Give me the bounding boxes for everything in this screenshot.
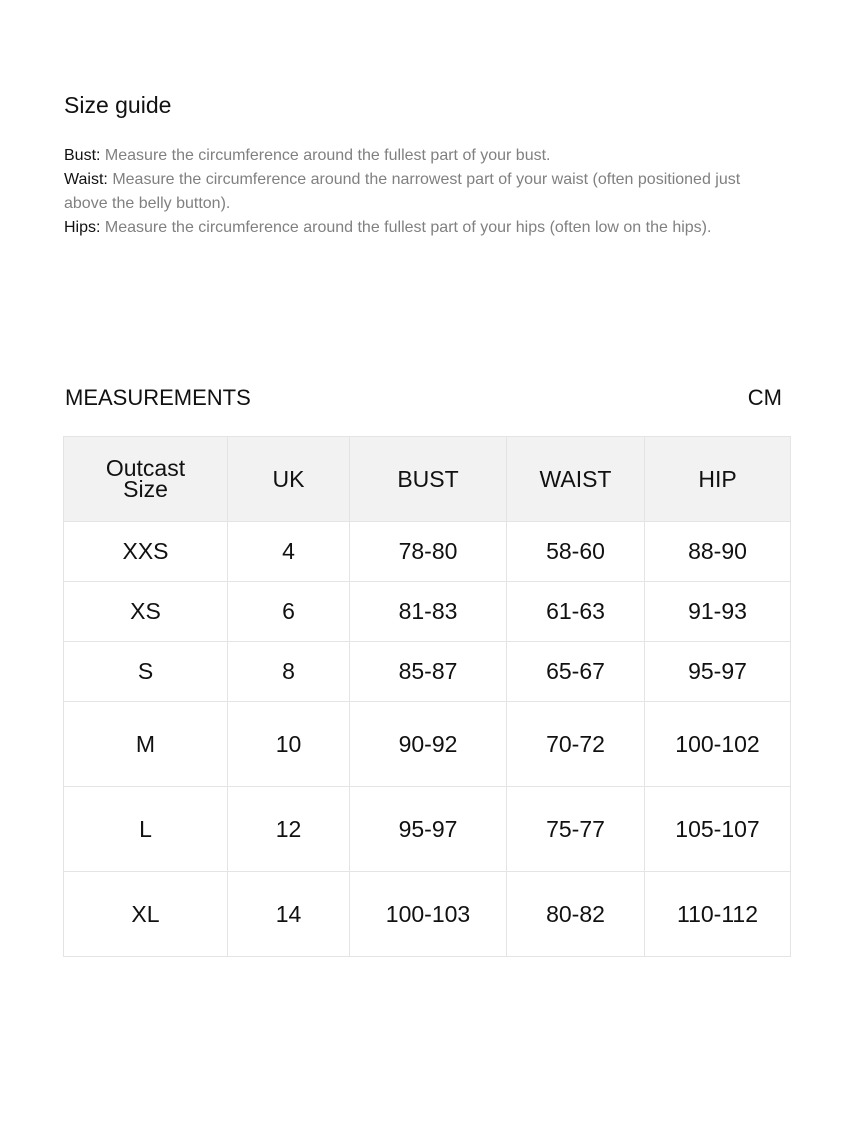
cell-bust: 90-92 xyxy=(350,702,507,787)
guide-hips xyxy=(64,216,784,240)
header-outcast-size: Outcast Size xyxy=(64,437,228,522)
header-waist: WAIST xyxy=(507,437,645,522)
cell-bust: 81-83 xyxy=(350,582,507,642)
guide-term: Hips: xyxy=(64,219,101,236)
cell-waist: 58-60 xyxy=(507,522,645,582)
cell-uk: 4 xyxy=(228,522,350,582)
cell-waist: 70-72 xyxy=(507,702,645,787)
table-row xyxy=(64,642,791,702)
measurement-guide xyxy=(64,144,784,240)
cell-size: XS xyxy=(64,582,228,642)
guide-text: Measure the circumference around the narrowest part of your waist (often positioned just above the belly button). xyxy=(64,171,741,212)
header-uk: UK xyxy=(228,437,350,522)
cell-size: XL xyxy=(64,872,228,957)
cell-size: L xyxy=(64,787,228,872)
cell-bust: 95-97 xyxy=(350,787,507,872)
table-row xyxy=(64,522,791,582)
cell-bust: 85-87 xyxy=(350,642,507,702)
guide-term: Waist: xyxy=(64,171,108,188)
header-bust: BUST xyxy=(350,437,507,522)
table-row xyxy=(64,702,791,787)
cell-bust: 78-80 xyxy=(350,522,507,582)
measurements-label: MEASUREMENTS xyxy=(65,385,251,410)
cell-uk: 12 xyxy=(228,787,350,872)
cell-hip: 105-107 xyxy=(645,787,791,872)
header-hip: HIP xyxy=(645,437,791,522)
cell-hip: 91-93 xyxy=(645,582,791,642)
table-row xyxy=(64,787,791,872)
cell-size: M xyxy=(64,702,228,787)
table-header-row xyxy=(64,437,791,522)
cell-bust: 100-103 xyxy=(350,872,507,957)
guide-waist xyxy=(64,168,784,216)
cell-uk: 14 xyxy=(228,872,350,957)
cell-hip: 95-97 xyxy=(645,642,791,702)
cell-waist: 61-63 xyxy=(507,582,645,642)
table-row xyxy=(64,872,791,957)
cell-size: S xyxy=(64,642,228,702)
cell-hip: 88-90 xyxy=(645,522,791,582)
page-title: Size guide xyxy=(64,92,172,118)
cell-hip: 100-102 xyxy=(645,702,791,787)
cell-uk: 8 xyxy=(228,642,350,702)
guide-text: Measure the circumference around the fullest part of your bust. xyxy=(104,147,551,164)
cell-uk: 10 xyxy=(228,702,350,787)
guide-bust xyxy=(64,144,784,168)
cell-waist: 65-67 xyxy=(507,642,645,702)
cell-hip: 110-112 xyxy=(645,872,791,957)
guide-term: Bust: xyxy=(64,147,101,164)
cell-uk: 6 xyxy=(228,582,350,642)
unit-label: CM xyxy=(747,385,782,410)
size-table xyxy=(63,436,791,957)
table-row xyxy=(64,582,791,642)
cell-waist: 75-77 xyxy=(507,787,645,872)
cell-size: XXS xyxy=(64,522,228,582)
cell-waist: 80-82 xyxy=(507,872,645,957)
guide-text: Measure the circumference around the fullest part of your hips (often low on the hips). xyxy=(104,219,712,236)
